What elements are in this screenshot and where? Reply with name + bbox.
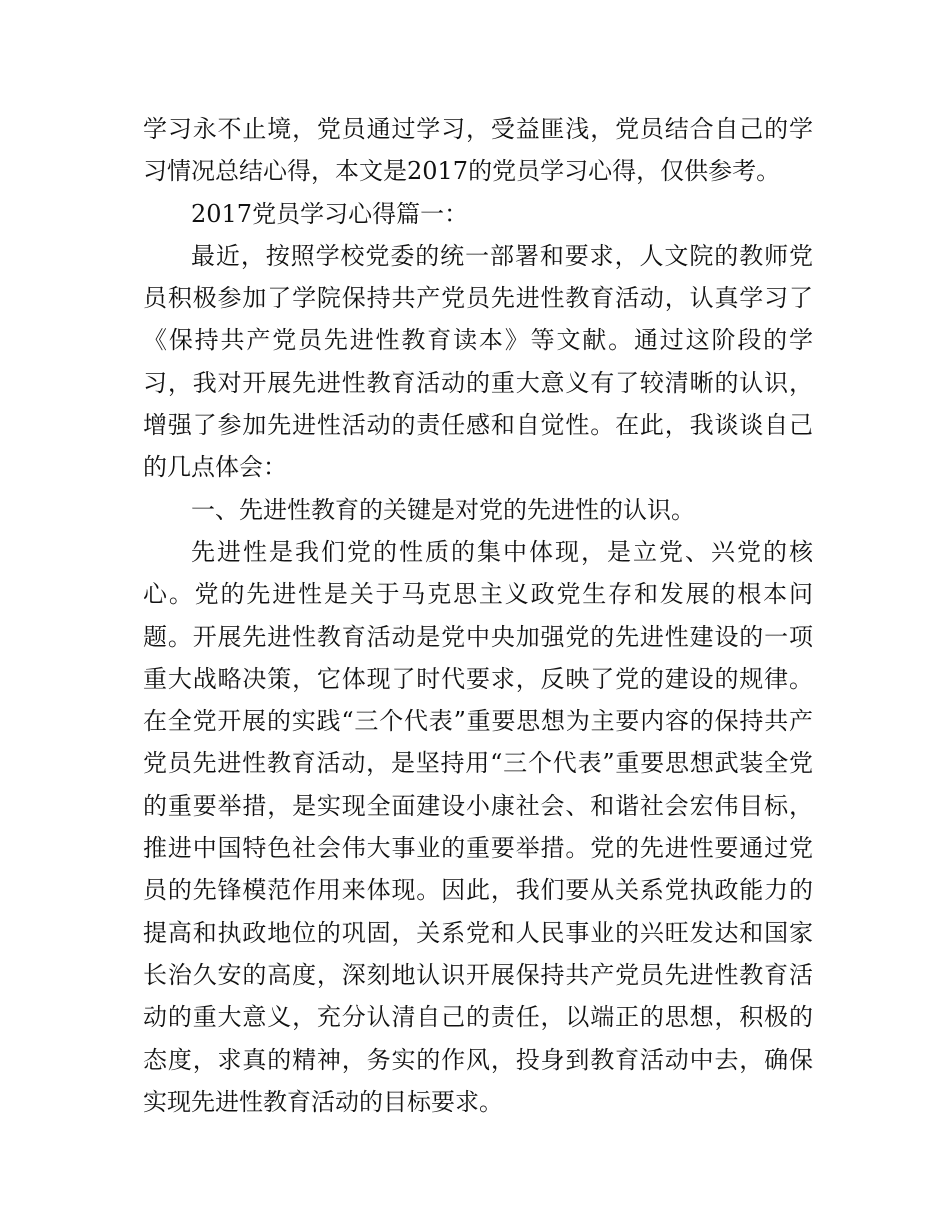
paragraph-heading: 2017党员学习心得篇一： <box>191 199 469 228</box>
paragraph-body: 最近，按照学校党委的统一部署和要求，人文院的教师党员积极参加了学院保持共产党员先进性教育活动，认真学习了《保持共产党员先进性教育读本》等文献。通过这阶段的学习，我对开展先进性教育活动的重大意义有了较清晰的认识，增强了参加先进性活动的责任感和自觉性。在此，我谈谈自己的几点体会： <box>143 241 813 482</box>
document-page <box>143 108 813 1123</box>
paragraph-intro: 学习永不止境，党员通过学习，受益匪浅，党员结合自己的学习情况总结心得，本文是2017的党员学习心得，仅供参考。 <box>143 115 813 186</box>
paragraph-section-title: 一、先进性教育的关键是对党的先进性的认识。 <box>191 495 695 524</box>
paragraph-body: 先进性是我们党的性质的集中体现，是立党、兴党的核心。党的先进性是关于马克思主义政党生存和发展的根本问题。开展先进性教育活动是党中央加强党的先进性建设的一项重大战略决策，它体现了时代要求，反映了党的建设的规律。在全党开展的实践“三个代表”重要思想为主要内容的保持共产党员先进性教育活动，是坚持用“三个代表”重要思想武装全党的重要举措，是实现全面建设小康社会、和谐社会宏伟目标，推进中国特色社会伟大事业的重要举措。党的先进性要通过党员的先锋模范作用来体现。因此，我们要从关系党执政能力的提高和执政地位的巩固，关系党和人民事业的兴旺发达和国家长治久安的高度，深刻地认识开展保持共产党员先进性教育活动的重大意义，充分认清自己的责任，以端正的思想，积极的态度，求真的精神，务实的作风，投身到教育活动中去，确保实现先进性教育活动的目标要求。 <box>143 537 813 1116</box>
